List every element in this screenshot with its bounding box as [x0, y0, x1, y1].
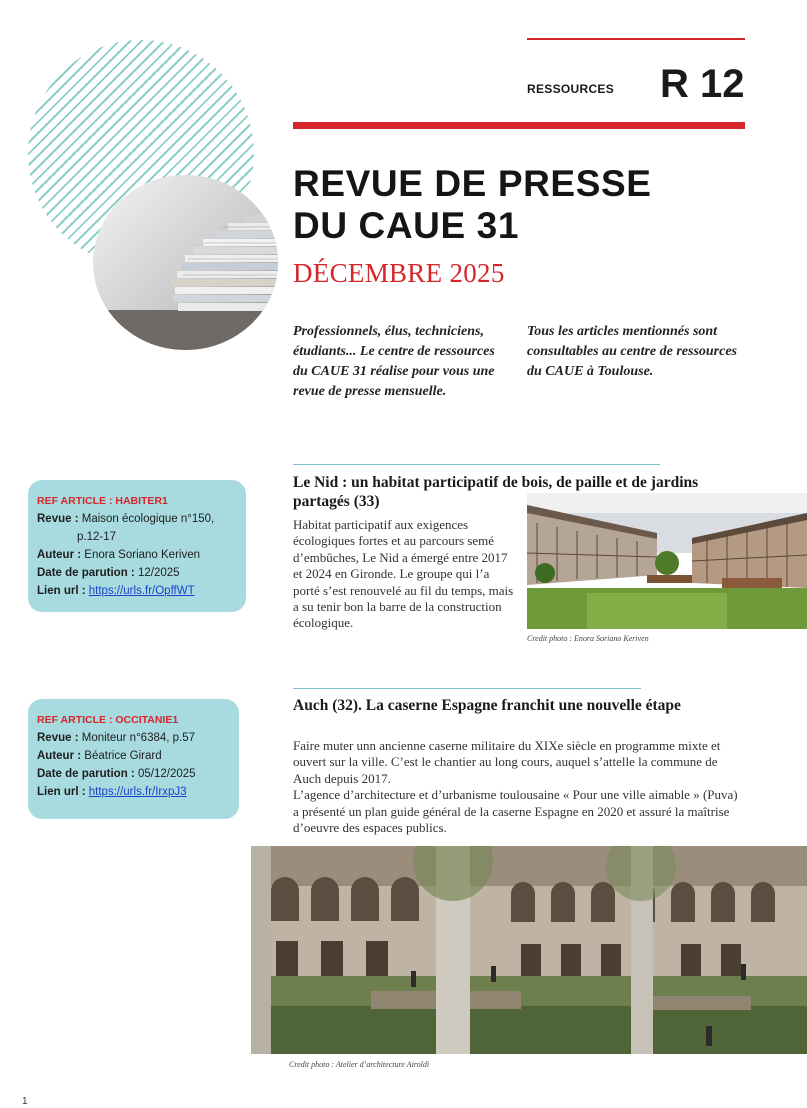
header-red-bar: [293, 122, 745, 129]
article2-body-paragraph2: L’agence d’architecture et d’urbanisme toulousaine « Pour une ville aimable » (Puva) a présenté un plan guide général de la caserne Espagne en 2020 et assuré la maîtrise d’oeuvre des espaces publics.: [293, 787, 738, 836]
article1-ref-title: REF ARTICLE : HABITER1: [37, 495, 168, 507]
page-number: 1: [22, 1096, 28, 1107]
article2-body: [293, 738, 745, 836]
article1-date: Date de parution : 12/2025: [37, 567, 180, 579]
header-top-rule: [527, 38, 745, 40]
article2-rule: [293, 688, 641, 689]
article2-photo-caserne: [251, 846, 807, 1054]
article2-url: Lien url : https://urls.fr/IrxpJ3: [37, 786, 187, 798]
issue-date: DÉCEMBRE 2025: [293, 258, 505, 288]
article2-author: Auteur : Béatrice Girard: [37, 750, 162, 762]
newspaper-stack-photo: [93, 175, 278, 350]
article2-url-link[interactable]: https://urls.fr/IrxpJ3: [88, 786, 187, 798]
article2-date: Date de parution : 05/12/2025: [37, 768, 196, 780]
article2-revue: Revue : Moniteur n°6384, p.57: [37, 732, 196, 744]
intro-right-text: Tous les articles mentionnés sont consultables au centre de ressources du CAUE à Toulouse.: [527, 324, 737, 379]
article1-title: Le Nid : un habitat participatif de bois, de paille et de jardins partagés (33): [293, 474, 699, 510]
article1-photo-credit: Credit photo : Enora Soriano Keriven: [527, 634, 649, 643]
article1-author: Auteur : Enora Soriano Keriven: [37, 549, 201, 561]
article1-photo-housing: [527, 493, 807, 629]
article2-ref-title: REF ARTICLE : OCCITANIE1: [37, 714, 179, 726]
page-title-line1: REVUE DE PRESSE: [293, 163, 652, 204]
article2-photo-credit: Credit photo : Atelier d’architecture Airoldi: [289, 1060, 430, 1069]
article2-title: Auch (32). La caserne Espagne franchit une nouvelle étape: [293, 697, 681, 714]
article1-body: Habitat participatif aux exigences écologiques fortes et au parcours semé d’embûches, Le Nid a émergé entre 2017 et 2024 en Gironde. Le groupe qui l’a porté s’est renouvelé au fil du temps, mais a su tenir bon la barre de la construction écologique.: [293, 517, 514, 631]
article2-body-paragraph1: Faire muter unn ancienne caserne militaire du XIXe siècle en programme mixte et ouvert sur la ville. C’est le chantier au long cours, auquel s’attelle la commune de Auch depuis 2017.: [293, 738, 721, 786]
article1-url: Lien url : https://urls.fr/OpffWT: [37, 585, 195, 597]
page-title-line2: DU CAUE 31: [293, 205, 519, 246]
article1-revue: Revue : Maison écologique n°150,: [37, 513, 215, 525]
article1-rule: [293, 464, 660, 465]
intro-left-text: Professionnels, élus, techniciens, étudiants... Le centre de ressources du CAUE 31 réalise pour vous une revue de presse mensuelle.: [293, 324, 495, 399]
page-title: [293, 163, 652, 247]
section-code: R 12: [660, 62, 745, 106]
article1-url-link[interactable]: https://urls.fr/OpffWT: [88, 585, 195, 597]
section-label: RESSOURCES: [527, 82, 615, 96]
article1-revue-pages: p.12-17: [77, 531, 117, 543]
article1-reference-card: [28, 480, 246, 612]
article2-reference-card: [28, 699, 239, 819]
